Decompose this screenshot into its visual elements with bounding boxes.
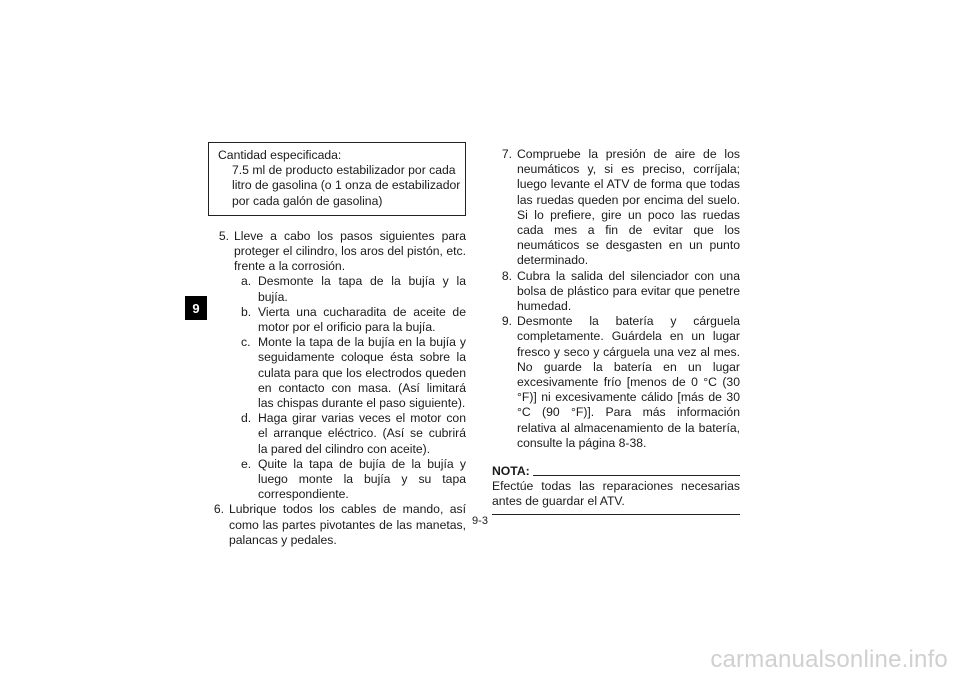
step-text: Cubra la salida del silenciador con una bolsa de plástico para evitar que penetre humedad. xyxy=(517,268,740,314)
page-number: 9-3 xyxy=(472,515,488,527)
substep-letter: e. xyxy=(241,456,252,471)
step-text: Compruebe la presión de aire de los neumáticos y, si es preciso, corríjala; luego levante el ATV de forma que todas las ruedas queden por encima del suelo. Si lo prefiere, gire un poco las ruedas cada mes a fin de evitar que los neumáticos se desgasten en un punto determinado. xyxy=(517,147,740,268)
left-column xyxy=(208,142,466,548)
step-number: 8. xyxy=(501,268,512,283)
chapter-tab: 9 xyxy=(185,296,207,320)
substep-text: Monte la tapa de la bujía en la bujía y seguidamente coloque ésta sobre la culata para que los electrodos queden en contacto con masa. (Así limitará las chispas durante el paso siguiente). xyxy=(258,335,466,411)
step-text: Desmonte la batería y cárguela completamente. Guárdela en un lugar fresco y seco y cárguela una vez al mes. No guarde la batería en un lugar excesivamente frío [menos de 0 °C (30 °F)] ni excesivamente cálido [más de 30 °C (90 °F)]. Para más información relativa al almacenamiento de la batería, consulte la página 8-38. xyxy=(517,314,740,450)
step-text: Lleve a cabo los pasos siguientes para proteger el cilindro, los aros del pistón, etc. frente a la corrosión. xyxy=(234,228,466,274)
substep-d xyxy=(208,411,466,457)
step-8 xyxy=(492,269,740,315)
substep-a xyxy=(208,274,466,304)
step-number: 9. xyxy=(501,314,512,329)
substep-c xyxy=(208,335,466,411)
note-header xyxy=(492,464,740,479)
step-7 xyxy=(492,147,740,269)
substep-text: Quite la tapa de bujía de la bujía y luego monte la bujía y su tapa correspondiente. xyxy=(258,456,466,502)
step-number: 5. xyxy=(218,228,229,243)
substep-letter: b. xyxy=(241,304,252,319)
step-number: 7. xyxy=(501,147,512,161)
step-number: 6. xyxy=(213,502,224,517)
note-label: NOTA: xyxy=(492,464,530,479)
step-9 xyxy=(492,314,740,451)
substep-letter: a. xyxy=(241,274,252,289)
step-5 xyxy=(208,229,466,275)
watermark: carmanualsonline.info xyxy=(710,646,948,673)
substep-e xyxy=(208,457,466,503)
spec-value: 7.5 ml de producto estabilizador por cada litro de gasolina (o 1 onza de estabilizador por cada galón de gasolina) xyxy=(232,163,461,208)
specified-quantity-box xyxy=(208,142,466,216)
right-column xyxy=(492,147,740,515)
substep-letter: c. xyxy=(241,335,251,350)
substep-text: Haga girar varias veces el motor con el arranque eléctrico. (Así se cubrirá la pared del cilindro con aceite). xyxy=(258,411,466,456)
substep-text: Vierta una cucharadita de aceite de motor por el orificio para la bujía. xyxy=(258,304,466,335)
spec-title: Cantidad especificada: xyxy=(218,148,342,162)
note-text: Efectúe todas las reparaciones necesarias antes de guardar el ATV. xyxy=(492,479,740,509)
substep-text: Desmonte la tapa de la bujía y la bujía. xyxy=(258,274,466,304)
note-rule xyxy=(533,474,740,476)
substep-letter: d. xyxy=(241,411,252,426)
substep-b xyxy=(208,305,466,335)
step-text: Lubrique todos los cables de mando, así como las partes pivotantes de las manetas, palancas y pedales. xyxy=(229,502,466,547)
